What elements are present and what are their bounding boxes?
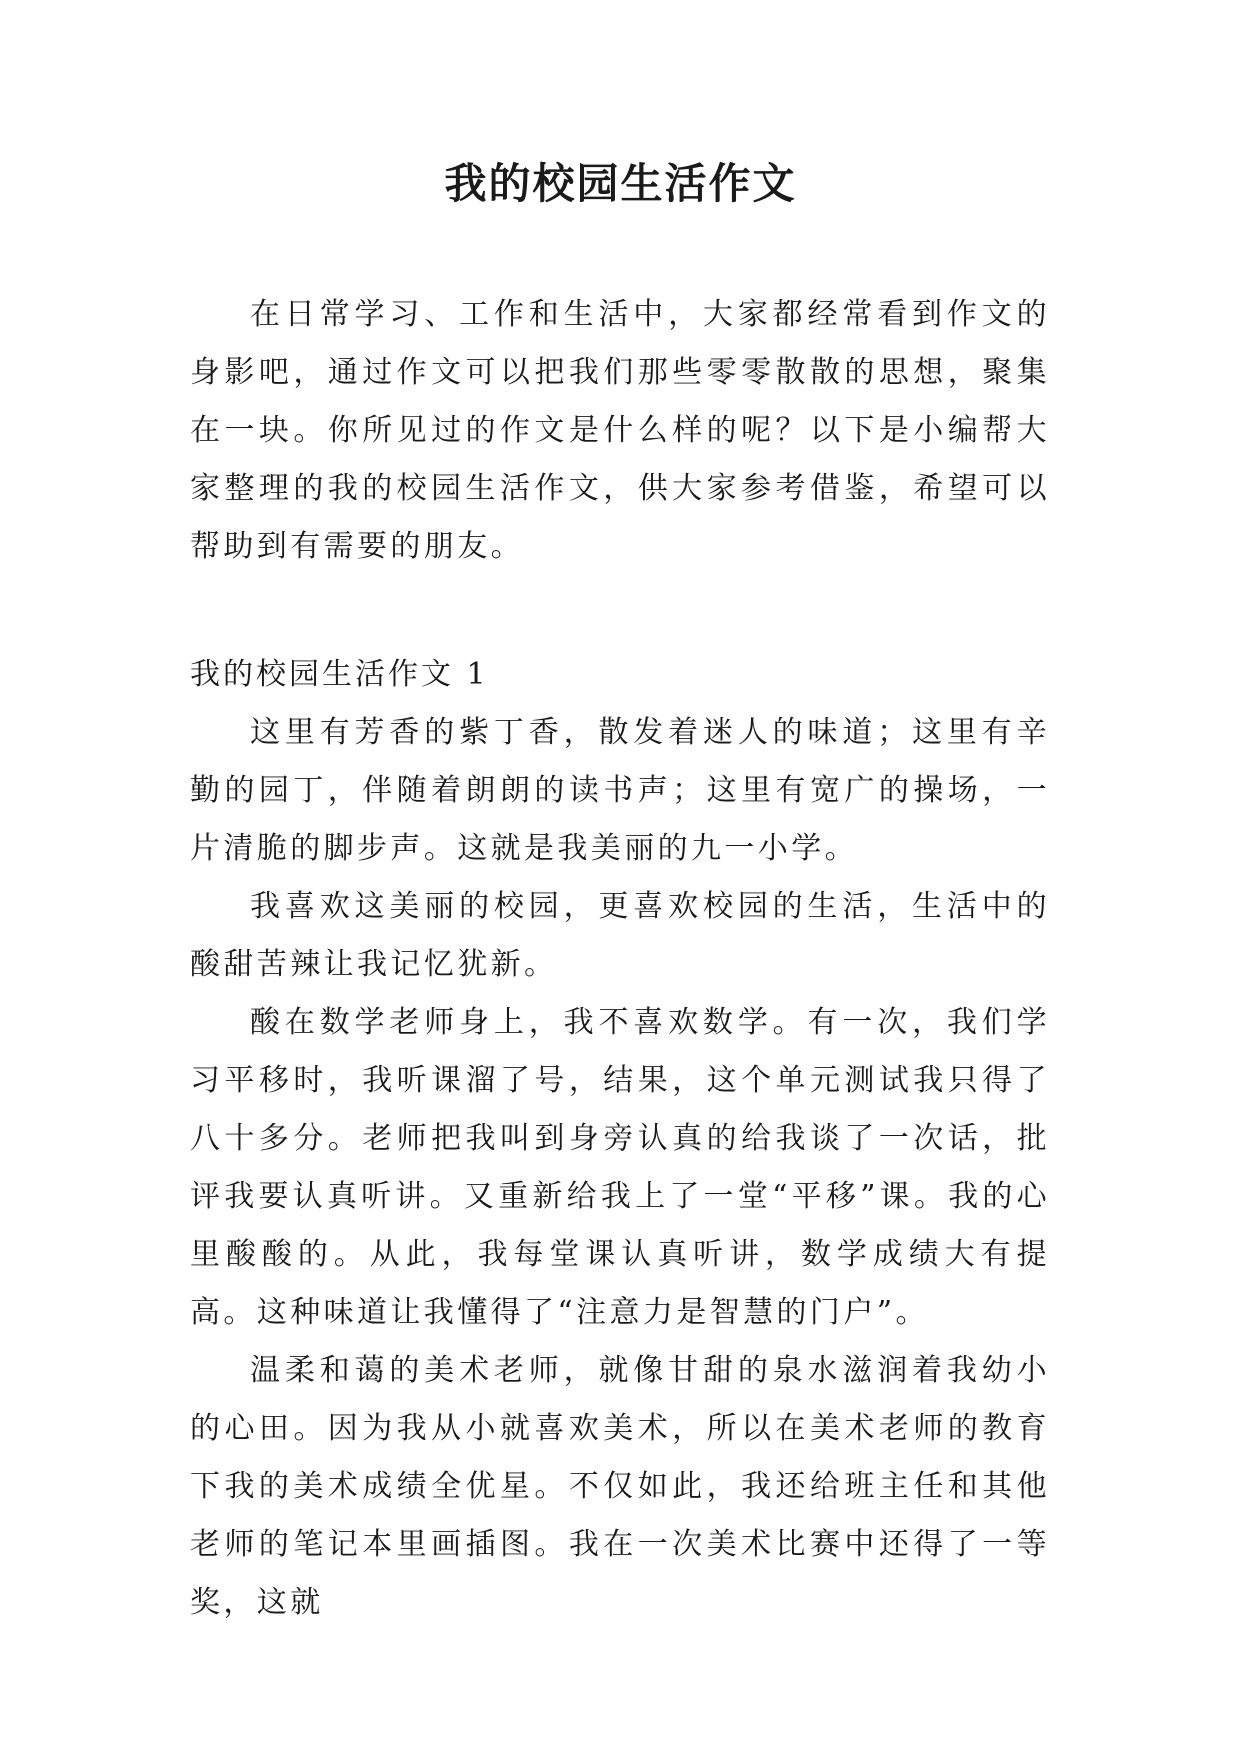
document-body <box>190 286 1050 1632</box>
intro-paragraph: 在日常学习、工作和生活中，大家都经常看到作文的身影吧，通过作文可以把我们那些零零散散的思想，聚集在一块。你所见过的作文是什么样的呢？以下是小编帮大家整理的我的校园生活作文，供大家参考借鉴，希望可以帮助到有需要的朋友。 <box>190 297 1050 564</box>
body-paragraph: 温柔和蔼的美术老师，就像甘甜的泉水滋润着我幼小的心田。因为我从小就喜欢美术，所以在美术老师的教育下我的美术成绩全优星。不仅如此，我还给班主任和其他老师的笔记本里画插图。我在一次美术比赛中还得了一等奖，这就 <box>190 1353 1050 1620</box>
section-heading: 我的校园生活作文 1 <box>190 657 489 692</box>
body-paragraph: 我喜欢这美丽的校园，更喜欢校园的生活，生活中的酸甜苦辣让我记忆犹新。 <box>190 889 1050 982</box>
body-paragraph: 酸在数学老师身上，我不喜欢数学。有一次，我们学习平移时，我听课溜了号，结果，这个单元测试我只得了八十多分。老师把我叫到身旁认真的给我谈了一次话，批评我要认真听讲。又重新给我上了一堂“平移”课。我的心里酸酸的。从此，我每堂课认真听讲，数学成绩大有提高。这种味道让我懂得了“注意力是智慧的门户”。 <box>190 1005 1050 1330</box>
body-paragraph: 这里有芳香的紫丁香，散发着迷人的味道；这里有辛勤的园丁，伴随着朗朗的读书声；这里有宽广的操场，一片清脆的脚步声。这就是我美丽的九一小学。 <box>190 715 1050 866</box>
document-title: 我的校园生活作文 <box>444 159 797 208</box>
